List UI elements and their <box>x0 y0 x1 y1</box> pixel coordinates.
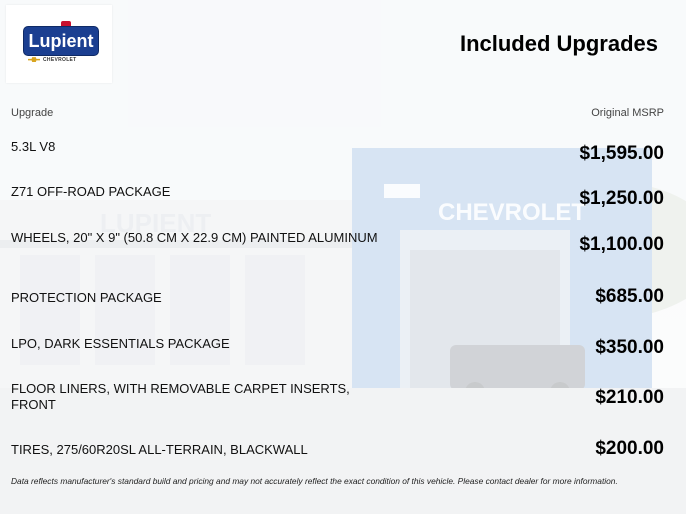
page-title: Included Upgrades <box>459 31 658 56</box>
upgrade-name: 5.3L V8 <box>11 139 56 154</box>
upgrade-column-header: Upgrade <box>11 107 54 119</box>
upgrade-row <box>11 184 664 228</box>
upgrade-name: Z71 OFF-ROAD PACKAGE <box>11 184 171 199</box>
upgrade-price: $685.00 <box>595 286 664 307</box>
disclaimer-text: Data reflects manufacturer's standard build and pricing and may not accurately reflect the exact condition of this vehicle. Please contact dealer for more information. <box>11 476 618 486</box>
upgrade-name: TIRES, 275/60R20SL ALL-TERRAIN, BLACKWALL <box>11 442 308 457</box>
upgrade-name: FLOOR LINERS, WITH REMOVABLE CARPET INSERTS, FRONT <box>11 381 350 412</box>
logo-brand-text: CHEVROLET <box>43 57 77 63</box>
upgrade-row <box>11 230 664 274</box>
upgrade-row <box>11 286 664 334</box>
bowtie-icon <box>28 57 40 62</box>
upgrade-price: $210.00 <box>595 387 664 408</box>
upgrade-price: $1,250.00 <box>579 188 664 209</box>
upgrade-name: LPO, DARK ESSENTIALS PACKAGE <box>11 336 230 351</box>
logo-brand-line <box>28 56 98 65</box>
upgrade-row <box>11 139 664 183</box>
upgrade-price: $350.00 <box>595 337 664 358</box>
msrp-column-header: Original MSRP <box>591 107 664 119</box>
upgrade-row <box>11 381 664 425</box>
upgrade-price: $1,595.00 <box>579 143 664 164</box>
dealer-logo <box>6 5 112 83</box>
upgrade-name: PROTECTION PACKAGE <box>11 290 162 305</box>
upgrade-price: $1,100.00 <box>579 234 664 255</box>
upgrade-name: WHEELS, 20" X 9" (50.8 CM X 22.9 CM) PAINTED ALUMINUM <box>11 230 378 245</box>
logo-wordmark: Lupient <box>23 26 99 56</box>
upgrade-price: $200.00 <box>595 438 664 459</box>
upgrade-row <box>11 336 664 380</box>
